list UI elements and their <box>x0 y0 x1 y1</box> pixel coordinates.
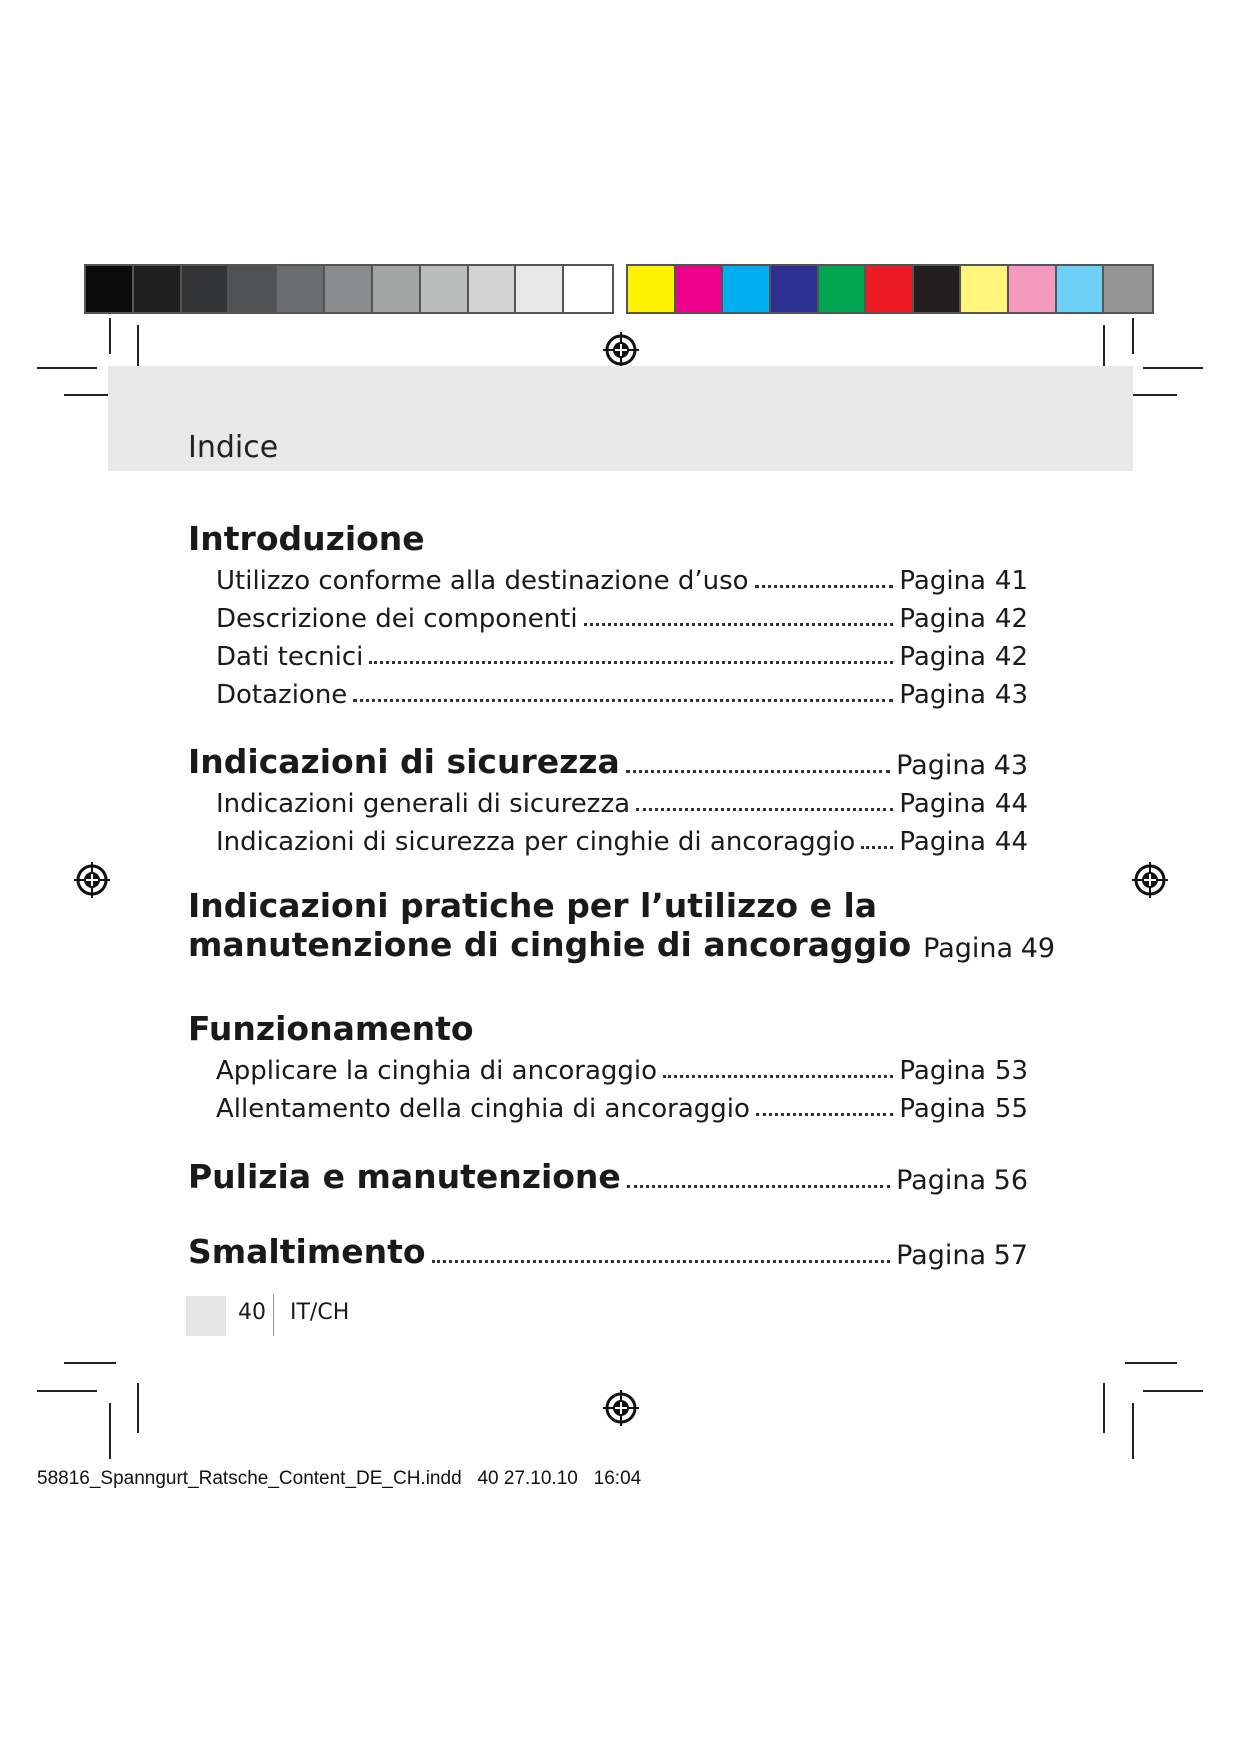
toc-entry-label: Indicazioni di sicurezza per cinghie di ancoraggio <box>216 827 856 857</box>
color-swatch <box>134 266 182 312</box>
color-swatch <box>628 266 676 312</box>
toc-section-title: Pulizia e manutenzione <box>188 1157 621 1196</box>
page-word: Pagina <box>899 680 986 710</box>
color-swatch <box>421 266 469 312</box>
page-number: 57 <box>993 1240 1028 1271</box>
toc-entry[interactable] <box>188 819 1028 857</box>
footer-marker <box>186 1296 226 1336</box>
page-word: Pagina <box>899 566 986 596</box>
toc-entry[interactable] <box>188 1225 1028 1271</box>
crop-mark <box>1132 1403 1134 1459</box>
page-number: 42 <box>994 642 1028 672</box>
page-title: Indice <box>188 430 279 465</box>
page-number: 42 <box>994 604 1028 634</box>
page-number: 43 <box>993 750 1028 781</box>
page-number: 55 <box>994 1094 1028 1124</box>
leader-dots <box>756 1113 893 1116</box>
toc-section-funzionamento <box>188 1004 1028 1124</box>
page-number: 49 <box>1020 933 1056 964</box>
toc-section-title-line1: Indicazioni pratiche per l’utilizzo e la <box>188 886 878 925</box>
toc-entry[interactable] <box>188 781 1028 819</box>
registration-mark-icon <box>1130 860 1170 900</box>
process-color-bar <box>626 264 1154 314</box>
page-number: 44 <box>994 827 1028 857</box>
toc-entry-label: Dotazione <box>216 680 348 710</box>
crop-mark <box>1132 318 1134 354</box>
page-word: Pagina <box>899 789 986 819</box>
page-word: Pagina <box>899 1056 986 1086</box>
footer-divider <box>273 1294 274 1336</box>
toc-section-title: Indicazioni di sicurezza <box>188 742 620 781</box>
gray-color-bar <box>84 264 614 314</box>
color-swatch <box>676 266 724 312</box>
leader-dots <box>861 846 893 849</box>
registration-mark-icon <box>601 330 641 370</box>
color-swatch <box>277 266 325 312</box>
color-swatch <box>182 266 230 312</box>
leader-dots <box>626 770 890 773</box>
page-word: Pagina <box>896 1240 986 1271</box>
footer-page-number: 40 <box>238 1300 266 1325</box>
toc-section-title: Introduzione <box>188 519 425 558</box>
color-swatch <box>1057 266 1105 312</box>
toc-section-title-line2: manutenzione di cinghie di ancoraggio <box>188 925 912 964</box>
toc-entry-label: Indicazioni generali di sicurezza <box>216 789 631 819</box>
leader-dots <box>584 623 894 626</box>
page-number: 53 <box>994 1056 1028 1086</box>
leader-dots <box>755 585 894 588</box>
leader-dots <box>369 661 893 664</box>
color-swatch <box>325 266 373 312</box>
crop-mark <box>37 367 97 369</box>
color-swatch <box>1009 266 1057 312</box>
toc-entry-label: Descrizione dei componenti <box>216 604 578 634</box>
crop-mark <box>64 1362 116 1364</box>
crop-mark <box>137 1383 139 1433</box>
color-swatch <box>771 266 819 312</box>
color-swatch <box>373 266 421 312</box>
toc-section-introduzione <box>188 512 1028 710</box>
page-word: Pagina <box>899 604 986 634</box>
toc-entry-label: Dati tecnici <box>216 642 364 672</box>
toc-section-pulizia <box>188 1150 1028 1196</box>
crop-mark <box>1143 367 1203 369</box>
color-swatch <box>723 266 771 312</box>
leader-dots <box>663 1075 893 1078</box>
color-swatch <box>564 266 612 312</box>
toc-entry[interactable] <box>188 1086 1028 1124</box>
color-swatch <box>229 266 277 312</box>
toc-entry[interactable] <box>188 596 1028 634</box>
toc-section-indicazioni-pratiche <box>188 886 1056 964</box>
page-number: 43 <box>994 680 1028 710</box>
toc-entry[interactable] <box>188 735 1028 781</box>
crop-mark <box>1103 1383 1105 1433</box>
leader-dots <box>636 808 893 811</box>
crop-mark <box>109 318 111 354</box>
page-word: Pagina <box>899 642 986 672</box>
page-word: Pagina <box>896 750 986 781</box>
leader-dots <box>353 699 893 702</box>
crop-mark <box>109 1403 111 1459</box>
crop-mark <box>37 1390 97 1392</box>
color-swatch <box>469 266 517 312</box>
page-number: 56 <box>993 1165 1028 1196</box>
color-swatch <box>516 266 564 312</box>
toc-entry[interactable] <box>188 1048 1028 1086</box>
toc-entry[interactable] <box>188 672 1028 710</box>
toc-entry[interactable] <box>188 1150 1028 1196</box>
print-slug: 58816_Spanngurt_Ratsche_Content_DE_CH.indd 40 27.10.10 16:04 <box>37 1468 642 1489</box>
color-swatch <box>914 266 962 312</box>
registration-mark-icon <box>72 860 112 900</box>
page-number: 44 <box>994 789 1028 819</box>
color-swatch <box>1104 266 1152 312</box>
color-swatch <box>866 266 914 312</box>
footer-language: IT/CH <box>290 1300 350 1325</box>
color-swatch <box>819 266 867 312</box>
toc-entry[interactable] <box>188 558 1028 596</box>
page-word: Pagina <box>923 933 1014 964</box>
toc-section-title: Funzionamento <box>188 1009 474 1048</box>
toc-entry-label: Applicare la cinghia di ancoraggio <box>216 1056 658 1086</box>
toc-entry[interactable] <box>188 924 1056 964</box>
crop-mark <box>1143 1390 1203 1392</box>
page-word: Pagina <box>899 827 986 857</box>
toc-entry-label: Allentamento della cinghia di ancoraggio <box>216 1094 750 1124</box>
toc-section-title: Smaltimento <box>188 1232 426 1271</box>
toc-entry[interactable] <box>188 634 1028 672</box>
page-word: Pagina <box>896 1165 986 1196</box>
toc-section-smaltimento <box>188 1225 1028 1271</box>
color-swatch <box>961 266 1009 312</box>
leader-dots <box>627 1185 890 1188</box>
registration-mark-icon <box>601 1388 641 1428</box>
page-number: 41 <box>994 566 1028 596</box>
leader-dots <box>432 1260 891 1263</box>
color-swatch <box>86 266 134 312</box>
toc-entry-label: Utilizzo conforme alla destinazione d’uso <box>216 566 749 596</box>
crop-mark <box>1125 1362 1177 1364</box>
toc-section-sicurezza <box>188 735 1028 857</box>
page-word: Pagina <box>899 1094 986 1124</box>
